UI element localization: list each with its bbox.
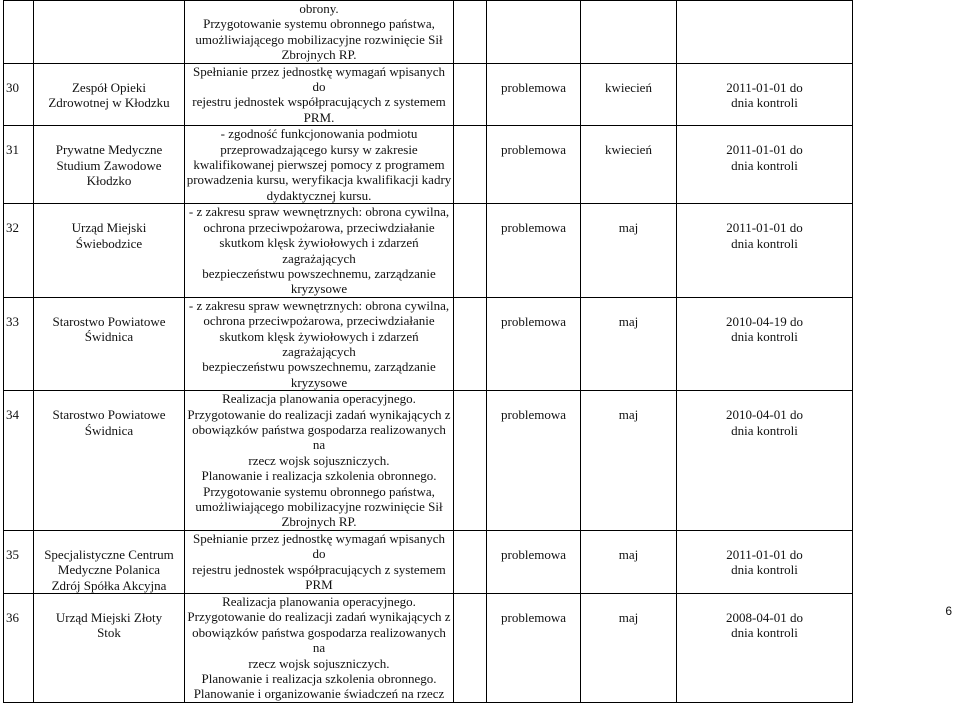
inspection-period-cell [677,594,853,703]
inspection-scope: obrony. Przygotowanie systemu obronnego państwa, umożliwiającego mobilizacyjne rozwinięcie Sił Zbrojnych RP. [195,1,443,63]
table-row [4,1,853,64]
row-number-cell [4,297,34,390]
inspection-period: 2011-01-01 do dnia kontroli [726,220,803,251]
inspection-period-cell [677,126,853,204]
inspection-type: problemowa [501,407,566,423]
blank-cell-cell [454,530,487,593]
row-number-cell [4,63,34,126]
inspection-type-cell [487,126,581,204]
table-row [4,530,853,593]
inspection-scope: Realizacja planowania operacyjnego. Przygotowanie do realizacji zadań wynikających z obowiązków państwa gospodarza realizowanych na rzecz wojsk sojuszniczych. Planowanie i realizacja szkolenia obronnego. Przygotowanie systemu obronnego państwa, umożliwiającego mobilizacyjne rozwinięcie Sił Zbrojnych RP. [187,391,451,530]
inspection-month-cell [581,391,677,531]
inspection-type-cell [487,391,581,531]
row-number: 30 [6,79,19,95]
table-row [4,126,853,204]
blank-cell-cell [454,204,487,297]
row-number: 34 [6,407,19,423]
inspection-month: maj [618,313,639,329]
inspection-scope: Realizacja planowania operacyjnego. Przygotowanie do realizacji zadań wynikających z obowiązków państwa gospodarza realizowanych na rzecz wojsk sojuszniczych. Planowanie i realizacja szkolenia obronnego. Planowanie i organizowanie świadczeń na rzecz [187,594,451,702]
table-row [4,63,853,126]
entity-name: Prywatne Medyczne Studium Zawodowe Kłodzko [55,142,163,189]
inspection-scope: Spełnianie przez jednostkę wymagań wpisanych do rejestru jednostek współpracujących z systemem PRM. [192,63,446,125]
inspection-period: 2011-01-01 do dnia kontroli [726,546,803,578]
inspection-type-cell [487,297,581,390]
inspection-month-cell [581,594,677,703]
inspection-scope-cell [185,297,454,390]
row-number-cell [4,530,34,593]
entity-name-cell [34,204,185,297]
row-number: 31 [6,142,19,158]
inspection-period: 2011-01-01 do dnia kontroli [726,142,803,173]
inspection-scope-cell [185,63,454,126]
entity-name-cell [34,1,185,64]
inspection-type: problemowa [501,220,566,236]
inspection-period: 2010-04-01 do dnia kontroli [726,407,803,438]
table-row [4,391,853,531]
blank-cell-cell [454,126,487,204]
entity-name: Zespół Opieki Zdrowotnej w Kłodzku [48,79,170,111]
inspection-period: 2008-04-01 do dnia kontroli [726,610,803,641]
inspection-period-cell [677,204,853,297]
inspection-type-cell [487,530,581,593]
blank-cell-cell [454,297,487,390]
inspection-scope-cell [185,204,454,297]
blank-cell-cell [454,594,487,703]
inspection-table-body [4,1,853,703]
entity-name-cell [34,530,185,593]
inspection-type: problemowa [501,79,566,95]
blank-cell-cell [454,1,487,64]
table-row [4,297,853,390]
inspection-period-cell [677,530,853,593]
inspection-period-cell [677,63,853,126]
inspection-scope: - z zakresu spraw wewnętrznych: obrona cywilna, ochrona przeciwpożarowa, przeciwdziałanie skutkom klęsk żywiołowych i zdarzeń zagrażających bezpieczeństwu powszechnemu, zarządzanie kryzysowe [188,297,450,390]
inspection-type: problemowa [501,313,566,329]
inspection-month: kwiecień [605,142,652,158]
page-number: 6 [945,604,952,618]
blank-cell-cell [454,391,487,531]
entity-name: Urząd Miejski Świebodzice [71,220,147,251]
row-number: 35 [6,546,19,562]
inspection-type-cell [487,63,581,126]
inspection-table [3,0,853,703]
inspection-type-cell [487,1,581,64]
row-number-cell [4,126,34,204]
entity-name: Specjalistyczne Centrum Medyczne Polanica Zdrój Spółka Akcyjna [44,546,174,593]
inspection-scope-cell [185,126,454,204]
table-row [4,594,853,703]
blank-cell-cell [454,63,487,126]
entity-name-cell [34,63,185,126]
row-number-cell [4,204,34,297]
inspection-type-cell [487,204,581,297]
inspection-month: maj [618,220,639,236]
inspection-type: problemowa [501,546,566,562]
inspection-month-cell [581,1,677,64]
row-number-cell [4,391,34,531]
entity-name-cell [34,391,185,531]
entity-name: Starostwo Powiatowe Świdnica [52,313,166,345]
inspection-month: kwiecień [605,79,652,95]
inspection-period: 2010-04-19 do dnia kontroli [726,313,803,345]
inspection-scope-cell [185,594,454,703]
entity-name: Starostwo Powiatowe Świdnica [52,407,166,438]
inspection-scope-cell [185,530,454,593]
inspection-month-cell [581,204,677,297]
row-number-cell [4,1,34,64]
inspection-period-cell [677,1,853,64]
inspection-month-cell [581,63,677,126]
inspection-scope-cell [185,391,454,531]
row-number: 32 [6,220,19,236]
row-number: 33 [6,313,19,329]
inspection-period-cell [677,391,853,531]
entity-name-cell [34,126,185,204]
inspection-month: maj [618,407,639,423]
inspection-type-cell [487,594,581,703]
inspection-period-cell [677,297,853,390]
inspection-type: problemowa [501,610,566,626]
inspection-period: 2011-01-01 do dnia kontroli [726,79,803,111]
inspection-month-cell [581,297,677,390]
inspection-scope-cell [185,1,454,64]
inspection-month: maj [618,610,639,626]
row-number-cell [4,594,34,703]
inspection-scope: - zgodność funkcjonowania podmiotu przeprowadzającego kursy w zakresie kwalifikowanej pierwszej pomocy z programem prowadzenia kursu, weryfikacja kwalifikacji kadry dydaktycznej kursu. [186,126,452,203]
inspection-scope: Spełnianie przez jednostkę wymagań wpisanych do rejestru jednostek współpracujących z systemem PRM [192,530,446,593]
entity-name: Urząd Miejski Złoty Stok [55,610,163,641]
entity-name-cell [34,297,185,390]
row-number: 36 [6,610,19,626]
inspection-scope: - z zakresu spraw wewnętrznych: obrona cywilna, ochrona przeciwpożarowa, przeciwdziałanie skutkom klęsk żywiołowych i zdarzeń zagrażających bezpieczeństwu powszechnemu, zarządzanie kryzysowe [188,204,450,297]
inspection-month-cell [581,530,677,593]
entity-name-cell [34,594,185,703]
inspection-month: maj [618,546,639,562]
inspection-type: problemowa [501,142,566,158]
inspection-month-cell [581,126,677,204]
table-row [4,204,853,297]
